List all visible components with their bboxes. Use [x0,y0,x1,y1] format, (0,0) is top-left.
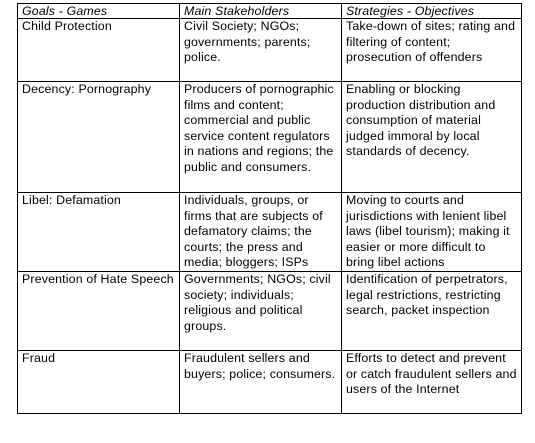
header-row [18,4,522,19]
strategies-cell: Identification of perpetrators, legal restrictions, restricting search, packet inspection [342,272,522,351]
stakeholders-cell: Governments; NGOs; civil society; individuals; religious and political groups. [180,272,342,351]
header-stakeholders: Main Stakeholders [180,4,342,19]
table-row [18,82,522,193]
table-row [18,193,522,272]
header-strategies: Strategies - Objectives [342,4,522,19]
header-goals: Goals - Games [18,4,180,19]
strategies-cell: Efforts to detect and prevent or catch fraudulent sellers and users of the Internet [342,351,522,414]
table-row [18,351,522,414]
goal-cell: Prevention of Hate Speech [18,272,180,351]
stakeholders-cell: Producers of pornographic films and content; commercial and public service content regulators in nations and regions; the public and consumers. [180,82,342,193]
stakeholders-cell: Fraudulent sellers and buyers; police; consumers. [180,351,342,414]
strategies-cell: Take-down of sites; rating and filtering of content; prosecution of offenders [342,19,522,82]
goal-cell: Libel: Defamation [18,193,180,272]
stakeholders-cell: Civil Society; NGOs; governments; parents; police. [180,19,342,82]
goal-cell: Decency: Pornography [18,82,180,193]
strategies-cell: Enabling or blocking production distribution and consumption of material judged immoral by local standards of decency. [342,82,522,193]
goal-cell: Fraud [18,351,180,414]
table-row [18,272,522,351]
goal-cell: Child Protection [18,19,180,82]
table-row [18,19,522,82]
stakeholders-cell: Individuals, groups, or firms that are subjects of defamatory claims; the courts; the press and media; bloggers; ISPs [180,193,342,272]
strategies-cell: Moving to courts and jurisdictions with lenient libel laws (libel tourism); making it easier or more difficult to bring libel actions [342,193,522,272]
goals-stakeholders-strategies-table [17,3,522,414]
